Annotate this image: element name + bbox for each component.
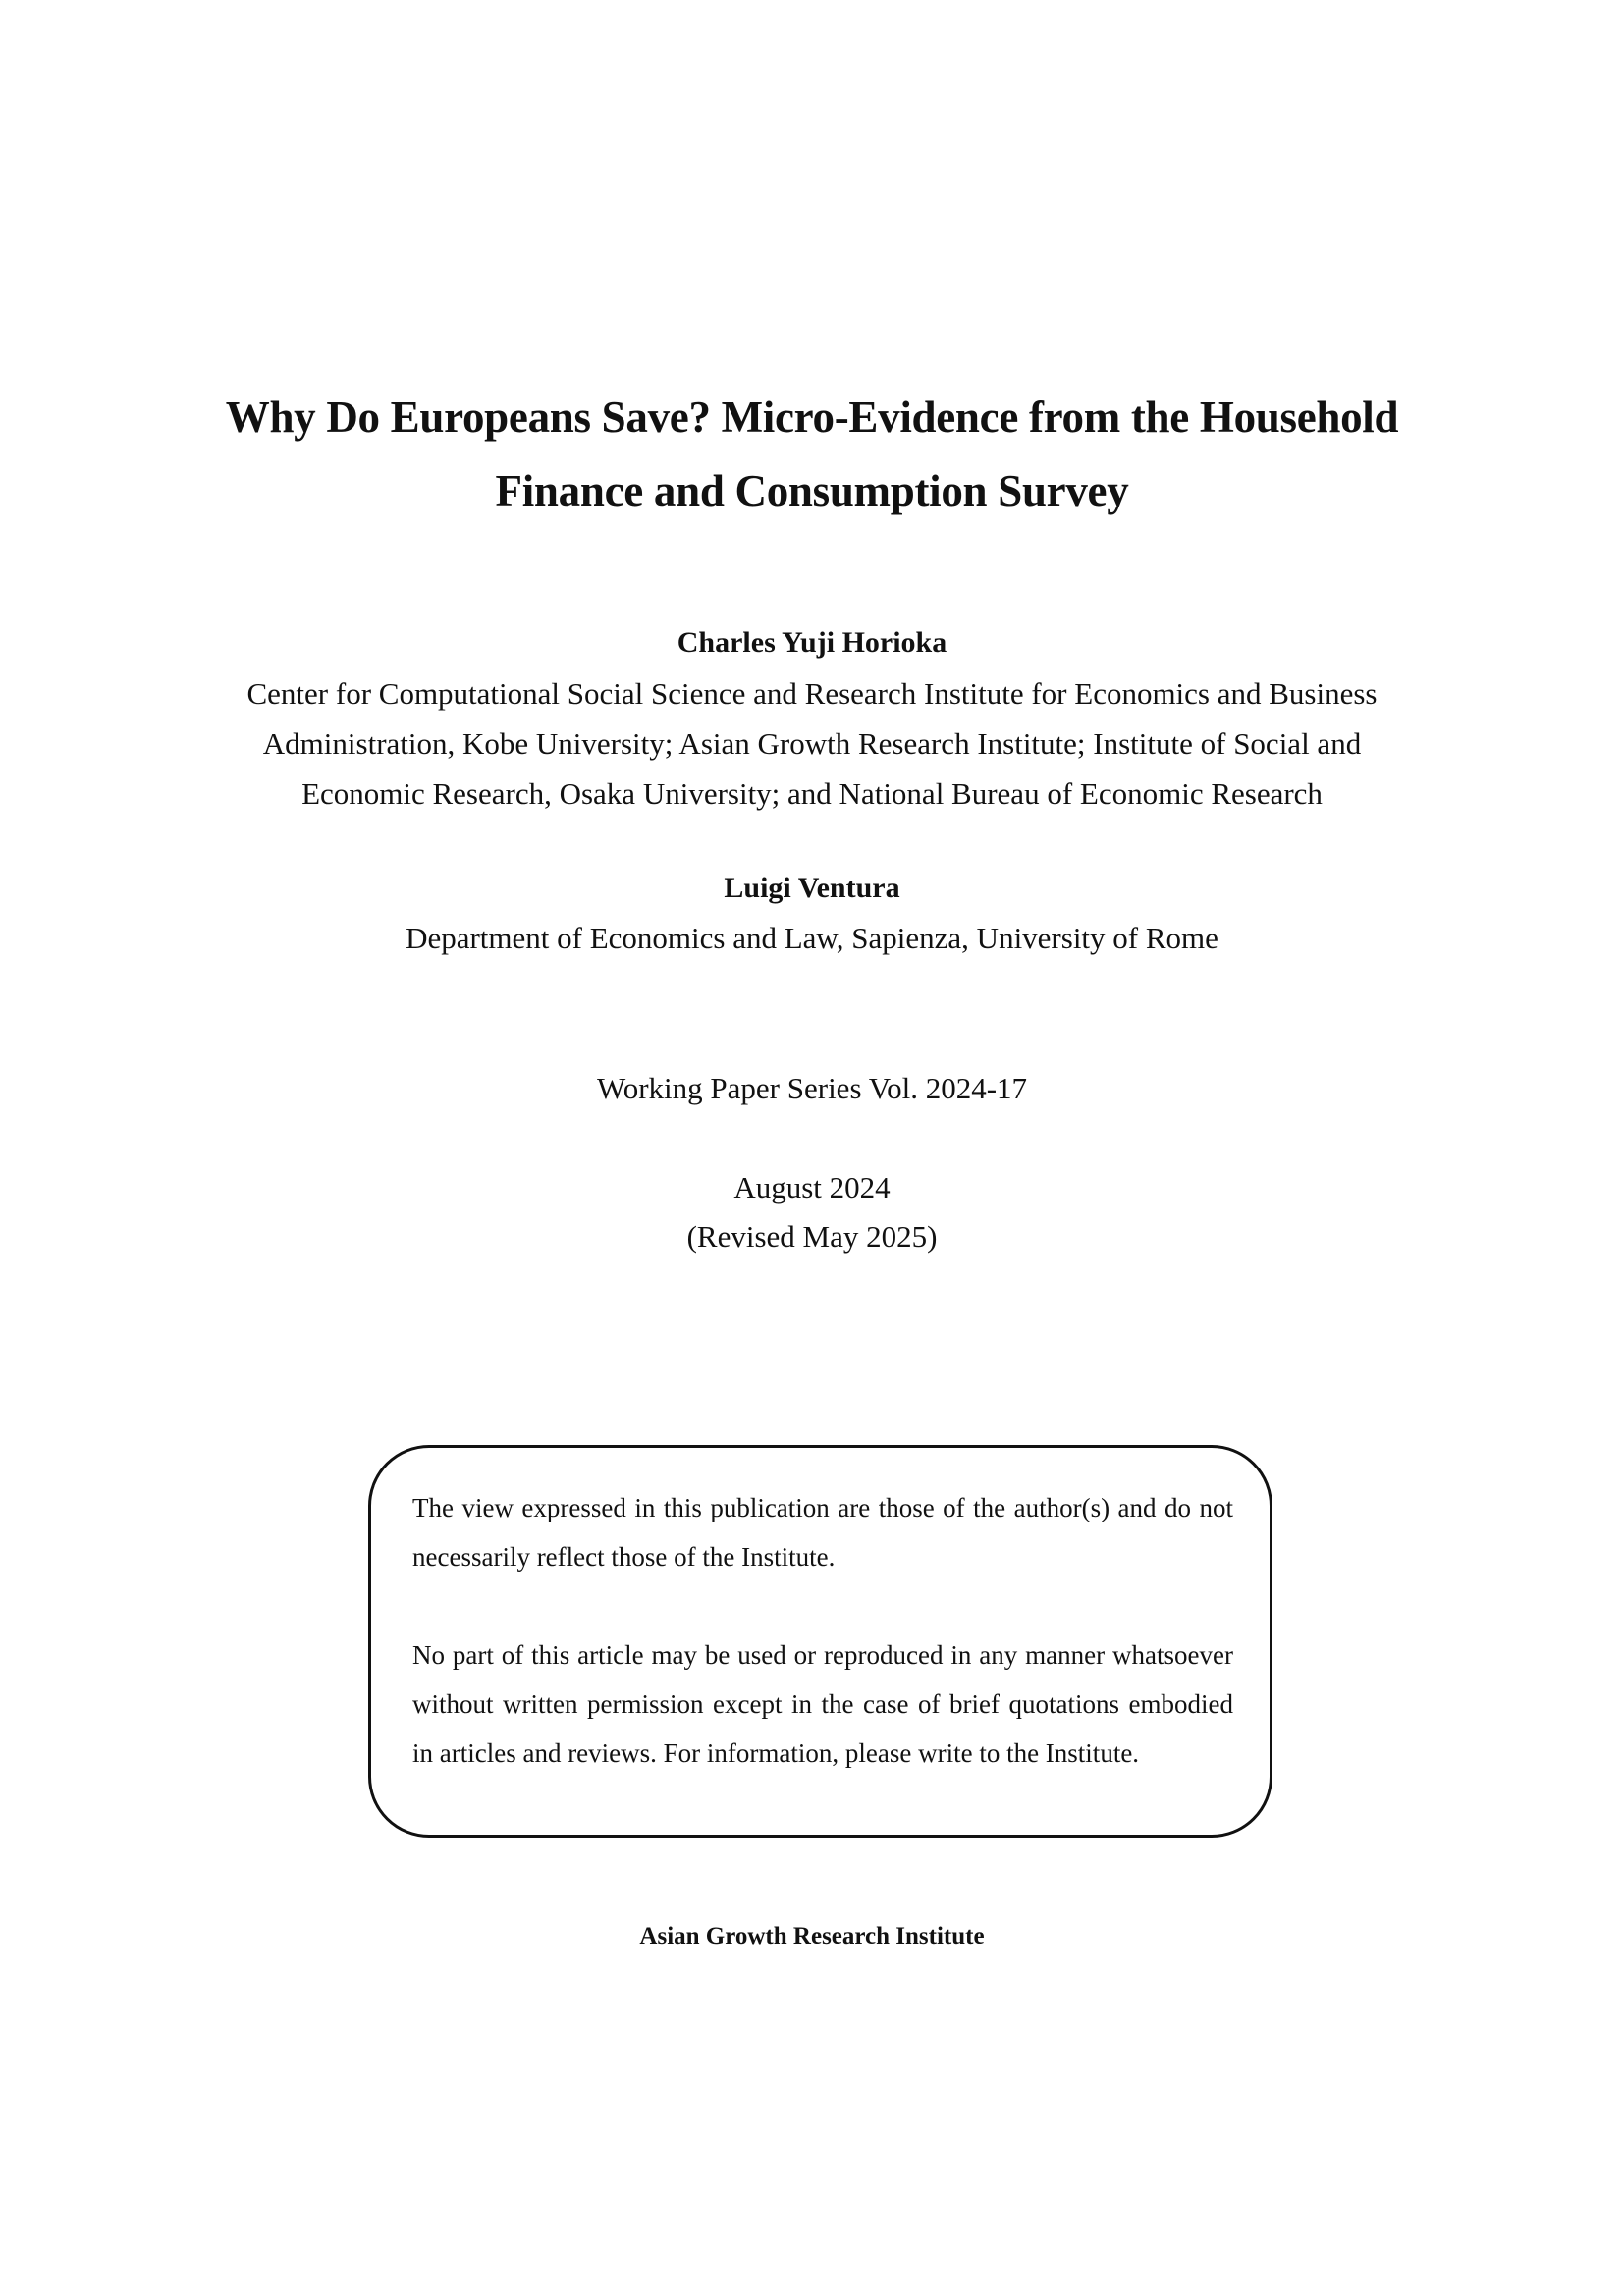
date-revised: (Revised May 2025) xyxy=(686,1219,938,1254)
publisher-name: Asian Growth Research Institute xyxy=(639,1923,985,1949)
author-name-horioka: Charles Yuji Horioka xyxy=(677,626,947,659)
date-original: August 2024 xyxy=(733,1170,891,1204)
paper-title-line-2: Finance and Consumption Survey xyxy=(495,466,1129,515)
publication-date xyxy=(0,1163,1624,1261)
working-paper-series: Working Paper Series Vol. 2024-17 xyxy=(596,1071,1028,1105)
author-affiliation-horioka xyxy=(0,668,1624,819)
author-affiliation-ventura xyxy=(0,913,1624,963)
affiliation-line: Economic Research, Osaka University; and National Bureau of Economic Research xyxy=(301,776,1323,811)
affiliation-line: Center for Computational Social Science and Research Institute for Economics and Business xyxy=(246,676,1378,711)
paper-title xyxy=(0,381,1624,528)
disclaimer-box xyxy=(368,1445,1272,1838)
disclaimer-paragraph-copyright: No part of this article may be used or reproduced in any manner whatsoever without written permission except in the case of brief quotations embodied in articles and reviews. For information, please write to the Institute. xyxy=(412,1640,1233,1768)
disclaimer-paragraph-views: The view expressed in this publication are those of the author(s) and do not necessarily reflect those of the Institute. xyxy=(412,1493,1233,1572)
paper-title-line-1: Why Do Europeans Save? Micro-Evidence from the Household xyxy=(225,393,1399,442)
affiliation-line: Department of Economics and Law, Sapienza, University of Rome xyxy=(406,921,1218,955)
author-name-ventura: Luigi Ventura xyxy=(724,872,900,904)
affiliation-line: Administration, Kobe University; Asian Growth Research Institute; Institute of Social and xyxy=(262,726,1362,761)
